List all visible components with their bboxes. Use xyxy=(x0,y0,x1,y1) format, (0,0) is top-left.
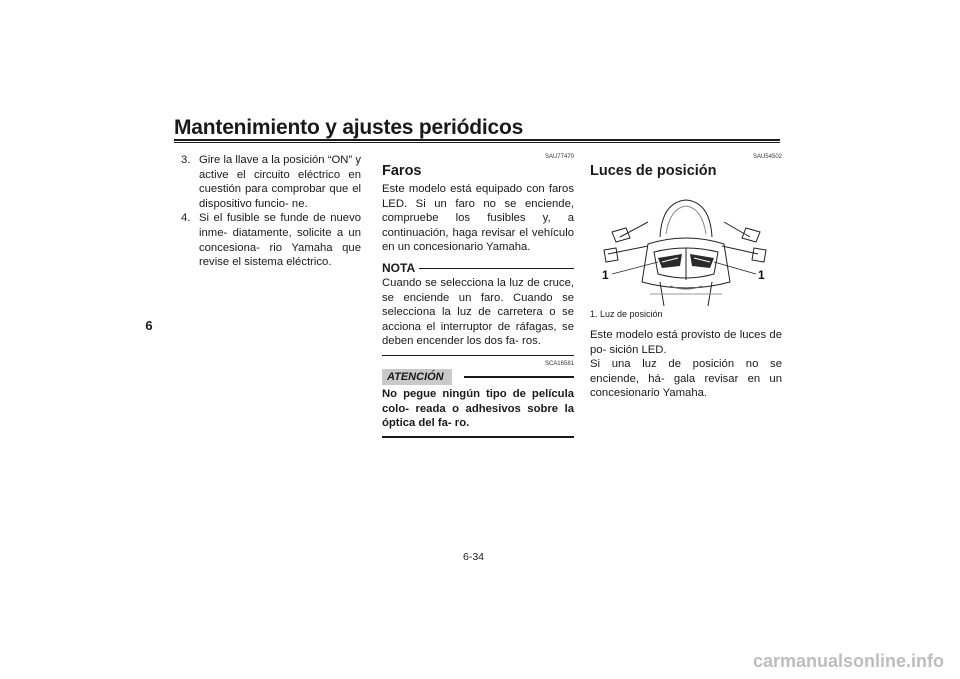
atencion-end-rule xyxy=(382,436,574,438)
watermark: carmanualsonline.info xyxy=(752,651,944,671)
atencion-code: SCA16581 xyxy=(544,360,574,367)
motorcycle-front-drawing xyxy=(590,182,776,308)
list-item xyxy=(181,153,361,211)
section-title-luces: Luces de posición xyxy=(590,163,717,179)
atencion-rule xyxy=(464,376,574,378)
atencion-box xyxy=(382,360,574,438)
list-item-number: 4. xyxy=(181,212,191,225)
chapter-tab: 6 xyxy=(145,318,153,333)
atencion-label: ATENCIÓN xyxy=(382,369,452,386)
header-rule-thin xyxy=(174,142,780,143)
page-number: 6-34 xyxy=(463,551,485,563)
luces-paragraph-1: Este modelo está provisto de luces de po- sición LED. xyxy=(590,329,782,356)
section-title-faros: Faros xyxy=(382,163,422,179)
right-column xyxy=(590,153,782,401)
motorcycle-front-illustration xyxy=(590,182,776,308)
faros-paragraph: Este modelo está equipado con faros LED. Si un faro no se enciende, compruebe los fusibles y, a continuación, haga revisar el vehículo en un concesionario Yamaha. xyxy=(382,183,574,254)
atencion-header xyxy=(382,369,574,385)
atencion-text: No pegue ningún tipo de película colo- reada o adhesivos sobre la óptica del fa- ro. xyxy=(382,387,574,430)
header-rule xyxy=(174,139,780,141)
callout-left: 1 xyxy=(602,268,609,282)
section-code: SAU54502 xyxy=(752,154,782,160)
nota-label: NOTA xyxy=(382,261,416,276)
left-column xyxy=(181,153,361,270)
list-item xyxy=(181,211,361,269)
nota-text: Cuando se selecciona la luz de cruce, se enciende un faro. Cuando se selecciona la luz de carretera o se acciona el interruptor de ráfagas, se deben encender los dos fa- ros. xyxy=(382,276,574,348)
nota-rule xyxy=(419,268,574,269)
list-item-text: Gire la llave a la posición “ON” y active el circuito eléctrico en cuestión para comprobar que el dispositivo funcio- ne. xyxy=(199,154,361,210)
nota-header xyxy=(382,261,574,276)
list-item-text: Si el fusible se funde de nuevo inme- diatamente, solicite a un concesiona- rio Yamaha que revise el sistema eléctrico. xyxy=(199,212,361,269)
middle-column xyxy=(382,153,574,438)
luces-paragraph-2: Si una luz de posición no se enciende, há- gala revisar en un concesionario Yamaha. xyxy=(590,358,782,400)
list-item-number: 3. xyxy=(181,154,191,166)
nota-end-rule xyxy=(382,355,574,356)
callout-right: 1 xyxy=(758,268,765,282)
section-code: SAU77470 xyxy=(544,154,574,160)
page-title: Mantenimiento y ajustes periódicos xyxy=(174,116,524,139)
figure-caption: 1. Luz de posición xyxy=(590,309,663,319)
